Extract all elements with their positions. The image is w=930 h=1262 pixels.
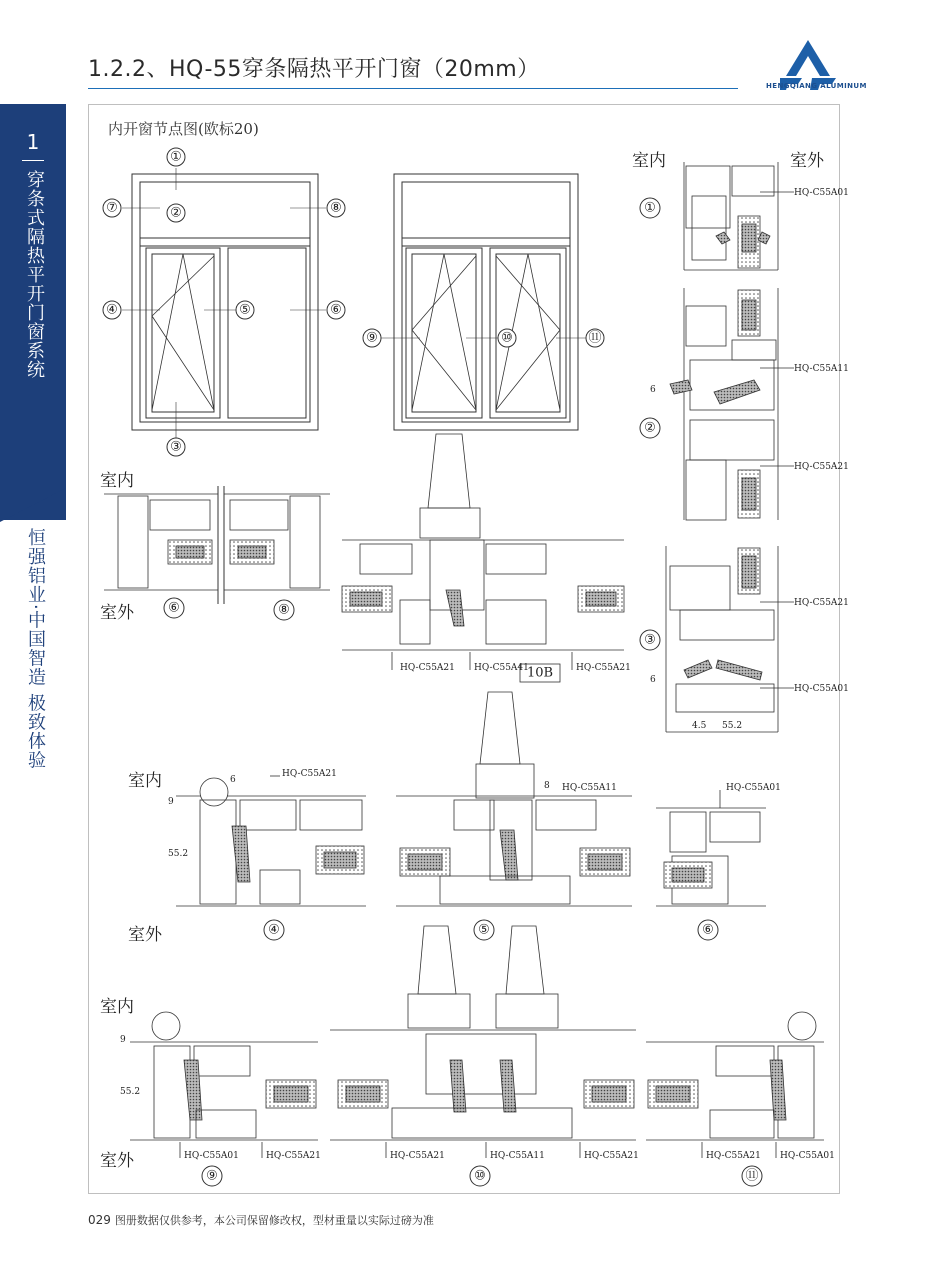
svg-text:HQ-C55A41: HQ-C55A41 — [474, 663, 529, 673]
svg-text:HQ-C55A21: HQ-C55A21 — [794, 598, 849, 608]
svg-text:⑥: ⑥ — [168, 600, 180, 616]
svg-text:HQ-C55A11: HQ-C55A11 — [794, 364, 849, 374]
svg-text:③: ③ — [170, 439, 182, 455]
svg-text:⑧: ⑧ — [330, 200, 342, 216]
section-11 — [646, 1012, 824, 1158]
svg-text:HQ-C55A21: HQ-C55A21 — [390, 1151, 445, 1161]
svg-text:HQ-C55A21: HQ-C55A21 — [584, 1151, 639, 1161]
section-6-8-markers — [164, 598, 294, 620]
indoor-label: 室内 — [128, 771, 162, 791]
section-10b — [342, 434, 624, 682]
chapter-number: 1 — [26, 130, 40, 154]
svg-text:⑦: ⑦ — [106, 200, 118, 216]
indoor-label: 室内 — [100, 471, 134, 491]
section-10b-labels — [400, 663, 631, 681]
svg-text:③: ③ — [644, 632, 656, 648]
svg-text:10B: 10B — [526, 665, 554, 681]
svg-text:55.2: 55.2 — [722, 721, 743, 731]
vertical-section-1 — [684, 162, 794, 270]
svg-text:9: 9 — [120, 1035, 126, 1045]
svg-text:⑨: ⑨ — [206, 1168, 218, 1184]
svg-text:HQ-C55A21: HQ-C55A21 — [266, 1151, 321, 1161]
svg-text:9: 9 — [168, 797, 174, 807]
svg-text:②: ② — [170, 205, 182, 221]
svg-text:6: 6 — [230, 775, 236, 785]
elevation-markers-left — [103, 148, 345, 456]
svg-text:⑨: ⑨ — [366, 330, 378, 346]
page-title: 1.2.2、HQ-55穿条隔热平开门窗（20mm） — [88, 57, 540, 82]
section-6-labels — [698, 783, 781, 940]
svg-text:HQ-C55A01: HQ-C55A01 — [794, 684, 849, 694]
section-6 — [656, 790, 766, 906]
svg-text:④: ④ — [268, 922, 280, 938]
svg-text:⑩: ⑩ — [501, 330, 513, 346]
svg-text:55.2: 55.2 — [120, 1087, 141, 1097]
section-4 — [176, 776, 366, 906]
brand-slogan: 恒强铝业·中国智造 极致体验 — [25, 528, 46, 770]
logo-text: HENGQIANG ALUMINUM — [766, 82, 867, 90]
vertical-section-labels — [640, 188, 849, 731]
vertical-section-2 — [670, 288, 794, 520]
svg-text:HQ-C55A21: HQ-C55A21 — [794, 462, 849, 472]
svg-text:HQ-C55A01: HQ-C55A01 — [780, 1151, 835, 1161]
svg-text:⑥: ⑥ — [330, 302, 342, 318]
svg-text:②: ② — [644, 420, 656, 436]
footer-note: 图册数据仅供参考，本公司保留修改权，型材重量以实际过磅为准 — [114, 1214, 434, 1227]
window-elevation-left — [122, 168, 326, 438]
svg-text:HQ-C55A21: HQ-C55A21 — [706, 1151, 761, 1161]
section-10 — [330, 926, 636, 1158]
svg-text:8: 8 — [544, 781, 550, 791]
section-4-labels — [168, 769, 337, 940]
svg-text:HQ-C55A21: HQ-C55A21 — [400, 663, 455, 673]
svg-text:HQ-C55A21: HQ-C55A21 — [576, 663, 631, 673]
svg-text:6: 6 — [650, 675, 656, 685]
svg-text:①: ① — [644, 200, 656, 216]
section-9-labels — [120, 1035, 321, 1186]
outdoor-label: 室外 — [100, 603, 134, 623]
outdoor-label: 室外 — [100, 1151, 134, 1171]
svg-text:⑤: ⑤ — [239, 302, 251, 318]
svg-text:HQ-C55A01: HQ-C55A01 — [726, 783, 781, 793]
svg-text:①: ① — [170, 149, 182, 165]
svg-text:⑥: ⑥ — [702, 922, 714, 938]
svg-text:⑩: ⑩ — [474, 1168, 486, 1184]
svg-text:6: 6 — [650, 385, 656, 395]
svg-text:55.2: 55.2 — [168, 849, 189, 859]
page-number: 029 — [88, 1213, 111, 1227]
indoor-label: 室内 — [100, 997, 134, 1017]
svg-text:HQ-C55A11: HQ-C55A11 — [562, 783, 617, 793]
section-5 — [396, 692, 632, 906]
chapter-title: 穿条式隔热平开门窗系统 — [24, 170, 45, 379]
section-11-labels — [706, 1151, 835, 1186]
svg-text:⑪: ⑪ — [588, 330, 602, 346]
vertical-section-3 — [666, 546, 794, 732]
svg-text:④: ④ — [106, 302, 118, 318]
indoor-label: 室内 — [632, 151, 666, 171]
svg-text:HQ-C55A11: HQ-C55A11 — [490, 1151, 545, 1161]
section-10-labels — [390, 1151, 639, 1186]
svg-text:HQ-C55A01: HQ-C55A01 — [794, 188, 849, 198]
outdoor-label: 室外 — [128, 925, 162, 945]
page-footer — [88, 1212, 434, 1228]
section-6-8 — [104, 486, 330, 604]
svg-text:⑤: ⑤ — [478, 922, 490, 938]
section-9 — [130, 1012, 318, 1158]
svg-text:4.5: 4.5 — [692, 721, 707, 731]
svg-text:⑧: ⑧ — [278, 602, 290, 618]
svg-text:HQ-C55A01: HQ-C55A01 — [184, 1151, 239, 1161]
section-title: 内开窗节点图(欧标20) — [108, 120, 259, 138]
svg-text:⑪: ⑪ — [745, 1168, 759, 1184]
window-elevation-right — [380, 174, 586, 430]
outdoor-label: 室外 — [790, 151, 824, 171]
svg-text:HQ-C55A21: HQ-C55A21 — [282, 769, 337, 779]
